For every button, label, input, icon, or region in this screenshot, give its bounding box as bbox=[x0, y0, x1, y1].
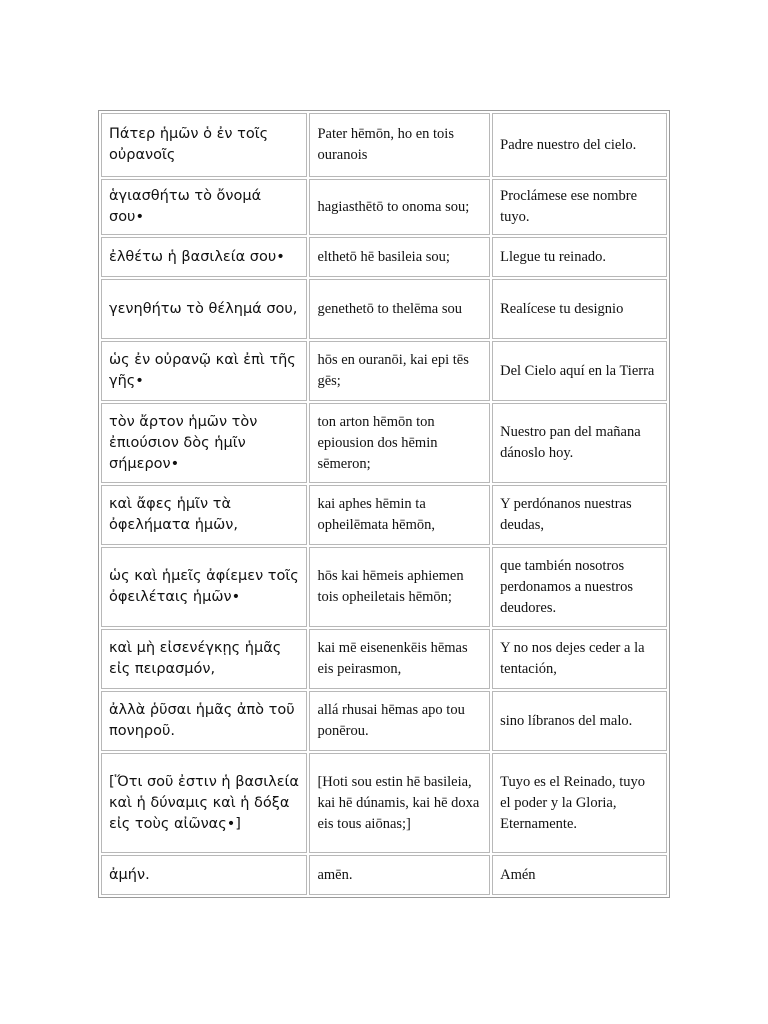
table-row bbox=[101, 547, 667, 627]
transliteration-cell: Pater hēmōn, ho en tois ouranois bbox=[309, 113, 490, 177]
spanish-cell: Padre nuestro del cielo. bbox=[492, 113, 667, 177]
transliteration-cell: kai aphes hēmin ta opheilēmata hēmōn, bbox=[309, 485, 490, 545]
spanish-cell: que también nosotros perdonamos a nuestros deudores. bbox=[492, 547, 667, 627]
table-row bbox=[101, 691, 667, 751]
spanish-cell: Tuyo es el Reinado, tuyo el poder y la Gloria, Eternamente. bbox=[492, 753, 667, 853]
spanish-cell: Amén bbox=[492, 855, 667, 895]
greek-cell: Πάτερ ἡμῶν ὁ ἐν τοῖς οὐρανοῖς bbox=[101, 113, 307, 177]
table-row bbox=[101, 485, 667, 545]
spanish-cell: Del Cielo aquí en la Tierra bbox=[492, 341, 667, 401]
greek-cell: ἀμήν. bbox=[101, 855, 307, 895]
greek-cell: ἐλθέτω ἡ βασιλεία σου• bbox=[101, 237, 307, 277]
spanish-cell: Proclámese ese nombre tuyo. bbox=[492, 179, 667, 235]
table-row bbox=[101, 855, 667, 895]
spanish-cell: Llegue tu reinado. bbox=[492, 237, 667, 277]
transliteration-cell: genethetō to thelēma sou bbox=[309, 279, 490, 339]
table-row bbox=[101, 113, 667, 177]
greek-cell: ὡς καὶ ἡμεῖς ἀφίεμεν τοῖς ὀφειλέταις ἡμῶν• bbox=[101, 547, 307, 627]
spanish-cell: sino líbranos del malo. bbox=[492, 691, 667, 751]
greek-cell: [Ὅτι σοῦ ἐστιν ἡ βασιλεία καὶ ἡ δύναμις καὶ ἡ δόξα εἰς τοὺς αἰῶνας•] bbox=[101, 753, 307, 853]
transliteration-cell: hōs kai hēmeis aphiemen tois opheiletais hēmōn; bbox=[309, 547, 490, 627]
greek-cell: ὡς ἐν οὐρανῷ καὶ ἐπὶ τῆς γῆς• bbox=[101, 341, 307, 401]
transliteration-cell: hagiasthētō to onoma sou; bbox=[309, 179, 490, 235]
spanish-cell: Y perdónanos nuestras deudas, bbox=[492, 485, 667, 545]
table-row bbox=[101, 237, 667, 277]
table-row bbox=[101, 279, 667, 339]
transliteration-cell: amēn. bbox=[309, 855, 490, 895]
spanish-cell: Nuestro pan del mañana dánoslo hoy. bbox=[492, 403, 667, 483]
greek-cell: γενηθήτω τὸ θέλημά σου, bbox=[101, 279, 307, 339]
greek-cell: καὶ μὴ εἰσενέγκῃς ἡμᾶς εἰς πειρασμόν, bbox=[101, 629, 307, 689]
transliteration-cell: elthetō hē basileia sou; bbox=[309, 237, 490, 277]
transliteration-cell: allá rhusai hēmas apo tou ponērou. bbox=[309, 691, 490, 751]
greek-cell: ἁγιασθήτω τὸ ὄνομά σου• bbox=[101, 179, 307, 235]
table-row bbox=[101, 403, 667, 483]
table-row bbox=[101, 341, 667, 401]
transliteration-cell: [Hoti sou estin hē basileia, kai hē dúnamis, kai hē doxa eis tous aiōnas;] bbox=[309, 753, 490, 853]
table-row bbox=[101, 629, 667, 689]
table-row bbox=[101, 753, 667, 853]
transliteration-cell: ton arton hēmōn ton epiousion dos hēmin sēmeron; bbox=[309, 403, 490, 483]
spanish-cell: Y no nos dejes ceder a la tentación, bbox=[492, 629, 667, 689]
spanish-cell: Realícese tu designio bbox=[492, 279, 667, 339]
table-row bbox=[101, 179, 667, 235]
greek-cell: ἀλλὰ ῥῦσαι ἡμᾶς ἀπὸ τοῦ πονηροῦ. bbox=[101, 691, 307, 751]
lords-prayer-table bbox=[98, 110, 670, 898]
greek-cell: τὸν ἄρτον ἡμῶν τὸν ἐπιούσιον δὸς ἡμῖν σήμερον• bbox=[101, 403, 307, 483]
transliteration-cell: kai mē eisenenkēis hēmas eis peirasmon, bbox=[309, 629, 490, 689]
greek-cell: καὶ ἄφες ἡμῖν τὰ ὀφελήματα ἡμῶν, bbox=[101, 485, 307, 545]
transliteration-cell: hōs en ouranōi, kai epi tēs gēs; bbox=[309, 341, 490, 401]
